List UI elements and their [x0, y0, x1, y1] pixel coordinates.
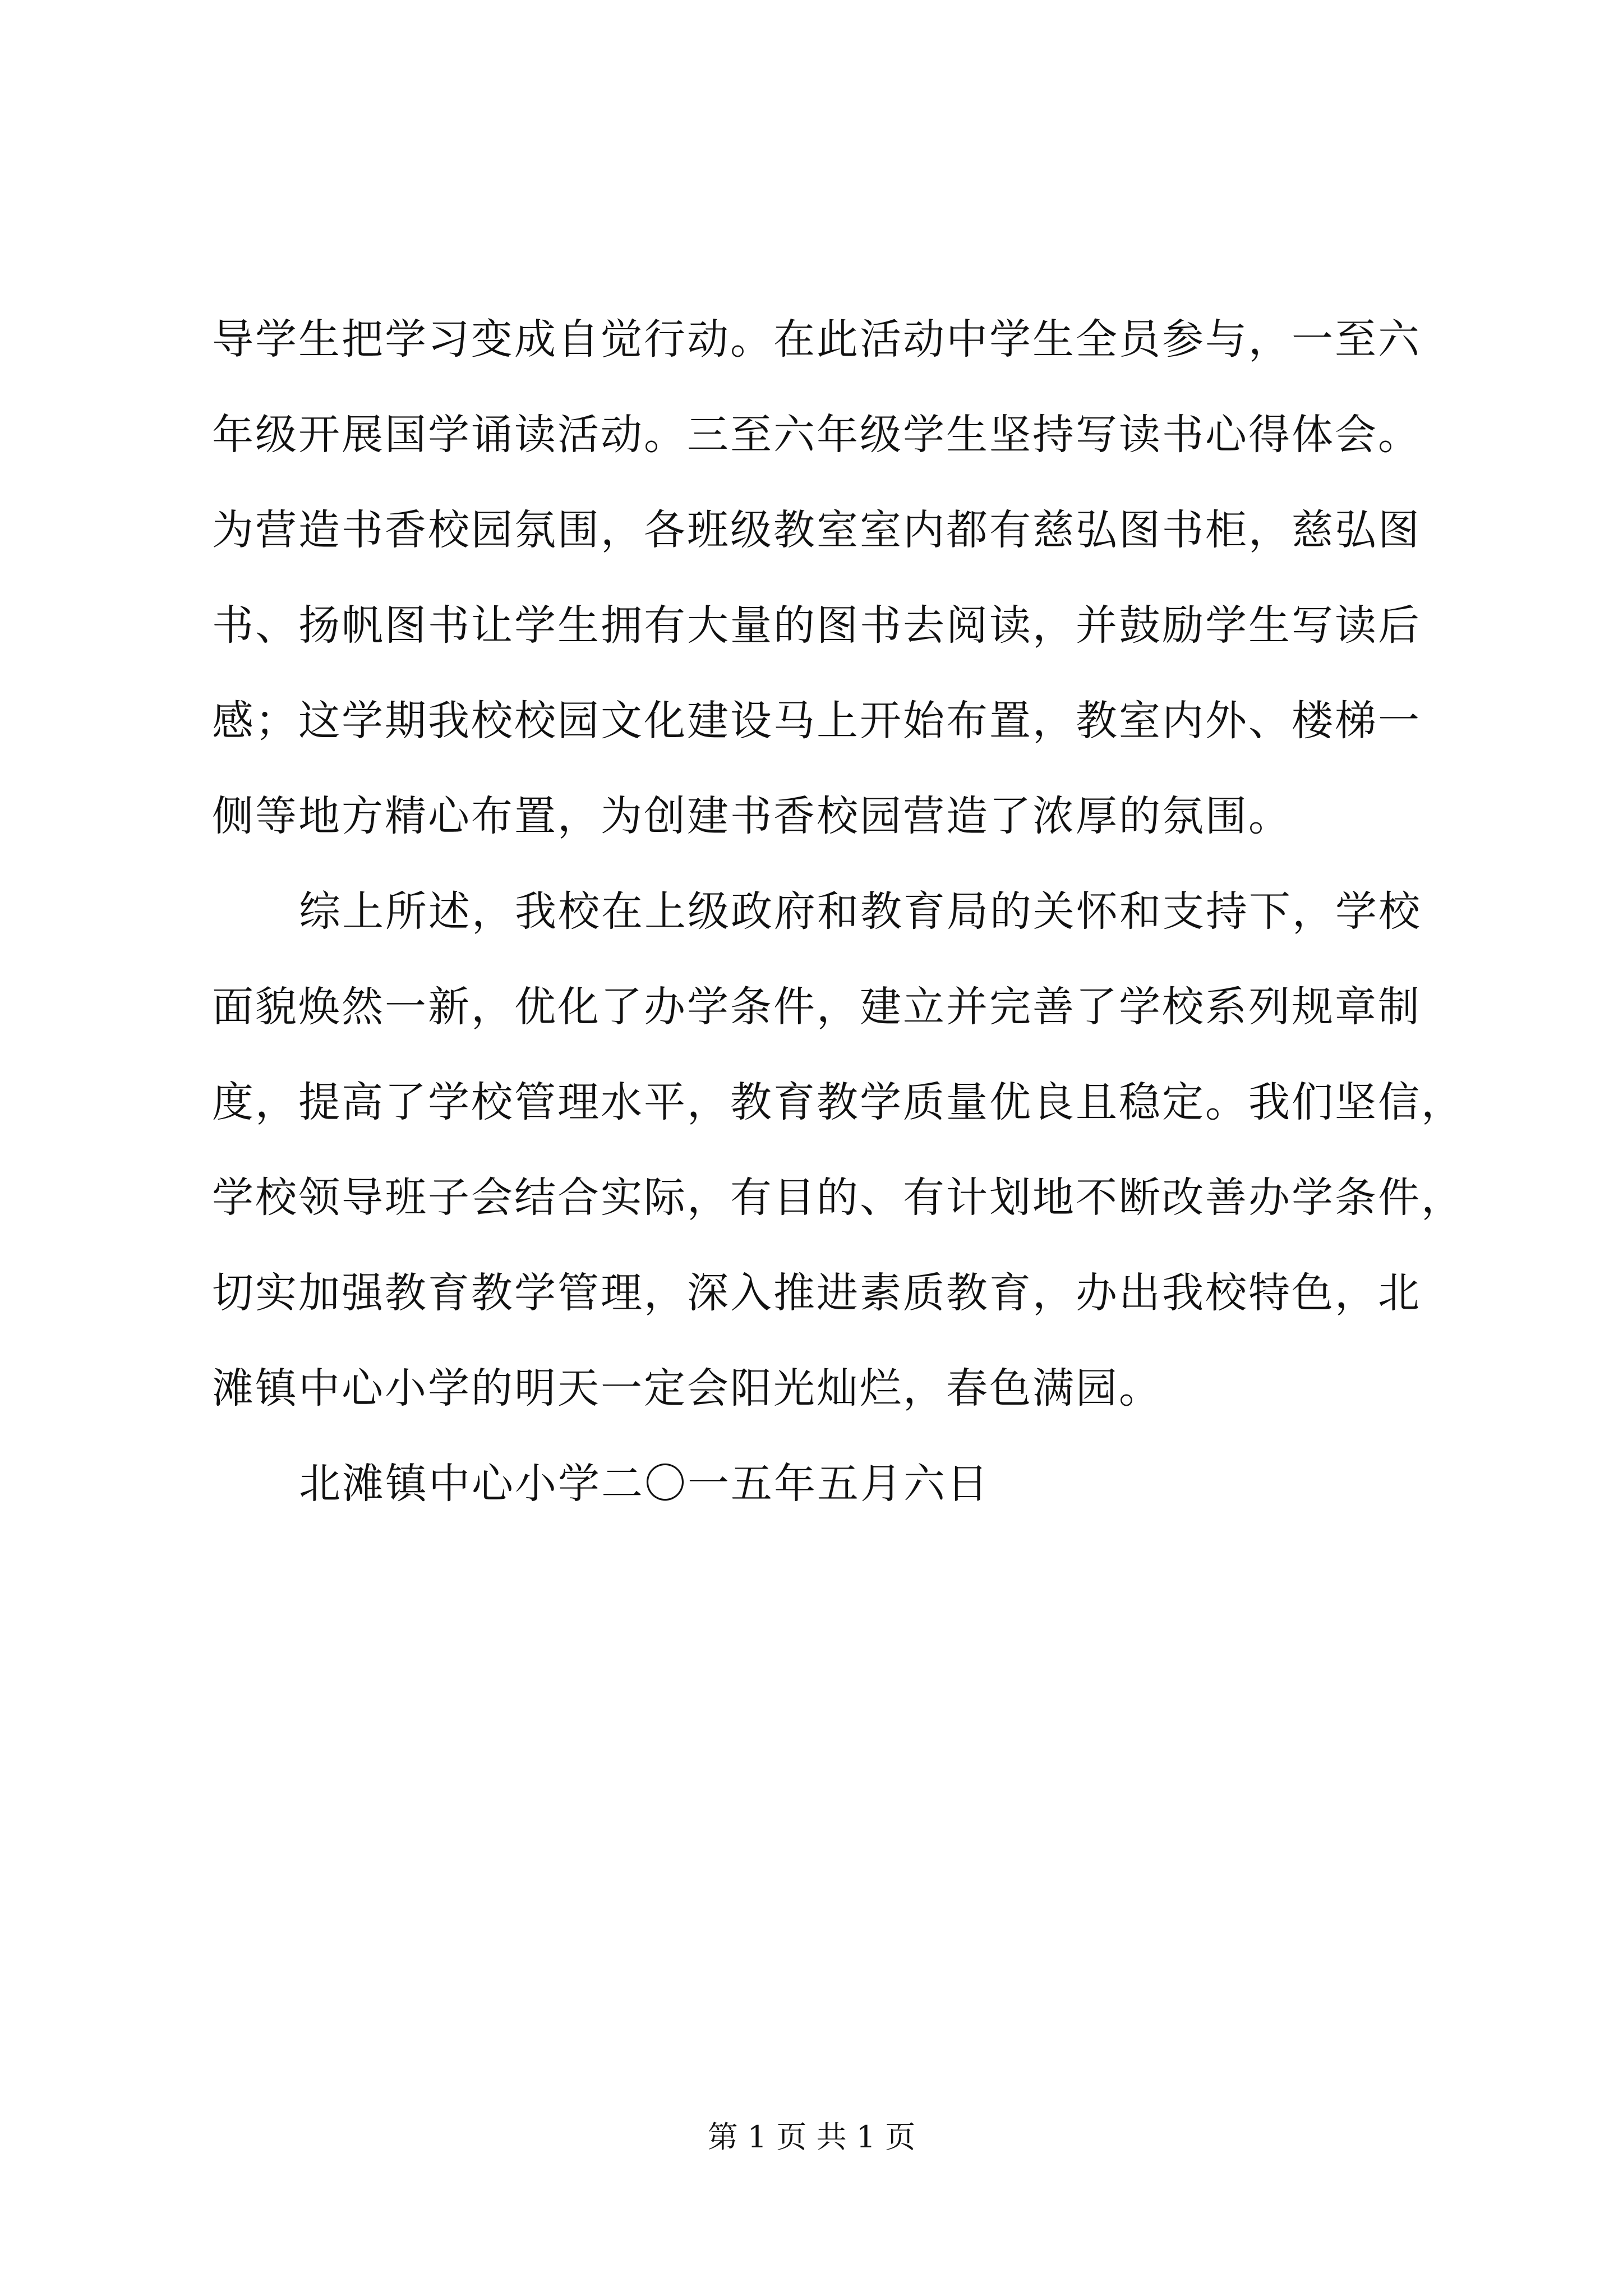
document-body — [212, 292, 1464, 1531]
body-line: 书、扬帆图书让学生拥有大量的图书去阅读，并鼓励学生写读后 — [212, 601, 1421, 650]
body-line: 度，提高了学校管理水平，教育教学质量优良且稳定。我们坚信， — [212, 1078, 1464, 1126]
body-line: 侧等地方精心布置，为创建书香校园营造了浓厚的氛围。 — [212, 792, 1292, 840]
body-line: 感；这学期我校校园文化建设马上开始布置，教室内外、楼梯一 — [212, 697, 1421, 745]
page-footer — [0, 2115, 1623, 2160]
body-line: 学校领导班子会结合实际，有目的、有计划地不断改善办学条件， — [212, 1174, 1464, 1222]
body-line: 年级开展国学诵读活动。三至六年级学生坚持写读书心得体会。 — [212, 411, 1421, 459]
body-line: 切实加强教育教学管理，深入推进素质教育，办出我校特色，北 — [212, 1269, 1421, 1317]
body-line: 为营造书香校园氛围，各班级教室室内都有慈弘图书柜，慈弘图 — [212, 506, 1421, 554]
summary-paragraph-first-line: 综上所述，我校在上级政府和教育局的关怀和支持下，学校 — [299, 887, 1422, 936]
body-line: 导学生把学习变成自觉行动。在此活动中学生全员参与，一至六 — [212, 315, 1421, 364]
body-line: 滩镇中心小学的明天一定会阳光灿烂，春色满园。 — [212, 1364, 1162, 1412]
page-number-label: 第 1 页 共 1 页 — [707, 2119, 916, 2155]
signature-date-line: 北滩镇中心小学二〇一五年五月六日 — [299, 1460, 990, 1508]
body-line: 面貌焕然一新，优化了办学条件，建立并完善了学校系列规章制 — [212, 983, 1421, 1031]
